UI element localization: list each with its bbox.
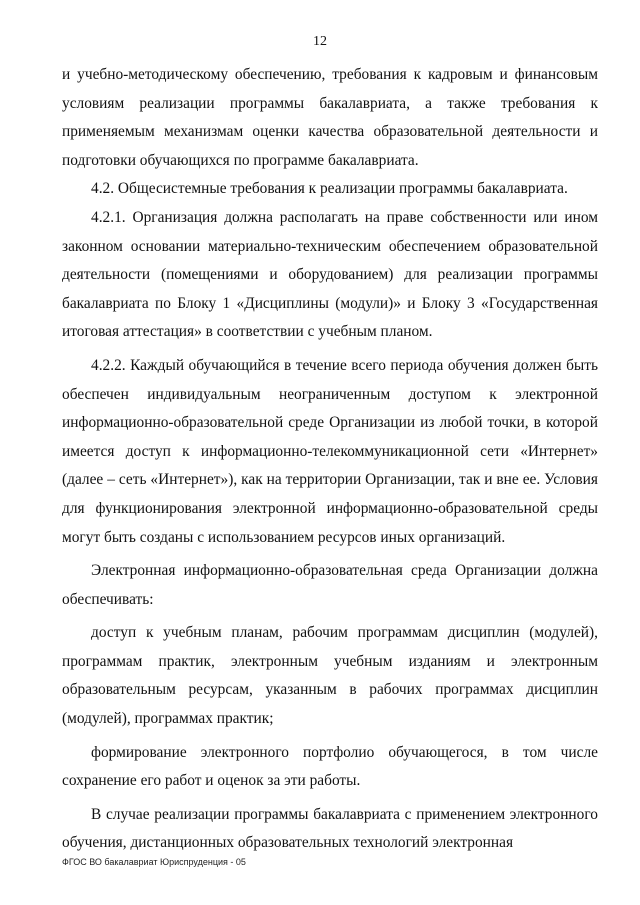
page-body bbox=[62, 61, 598, 858]
paragraph-section-4-2-2: 4.2.2. Каждый обучающийся в течение всего периода обучения должен быть обеспечен индивидуальным неограниченным доступом к электронной информационно-образовательной среде Организации из любой точки, в которой имеется доступ к информационно-телекоммуникационной сети «Интернет» (далее – сеть «Интернет»), как на территории Организации, так и вне ее. Условия для функционирования электронной информационно-образовательной среды могут быть созданы с использованием ресурсов иных организаций. bbox=[62, 356, 598, 546]
paragraph-portfolio: формирование электронного портфолио обучающегося, в том числе сохранение его работ и оценок за эти работы. bbox=[62, 743, 598, 790]
paragraph-section-4-2-1: 4.2.1. Организация должна располагать на праве собственности или ином законном основании материально-техническим обеспечением образовательной деятельности (помещениями и оборудованием) для реализации программы бакалавриата по Блоку 1 «Дисциплины (модули)» и Блоку 3 «Государственная итоговая аттестация» в соответствии с учебным планом. bbox=[62, 208, 598, 341]
paragraph-1: и учебно-методическому обеспечению, требования к кадровым и финансовым условиям реализации программы бакалавриата, а также требования к применяемым механизмам оценки качества образовательной деятельности и подготовки обучающихся по программе бакалавриата. bbox=[62, 66, 598, 169]
paragraph-section-4-2: 4.2. Общесистемные требования к реализации программы бакалавриата. bbox=[91, 180, 568, 198]
paragraph-eios-requirements: Электронная информационно-образовательная среда Организации должна обеспечивать: bbox=[62, 562, 598, 608]
paragraph-e-learning: В случае реализации программы бакалавриата с применением электронного обучения, дистанционных образовательных технологий электронная bbox=[62, 805, 598, 852]
page-footer: ФГОС ВО бакалавриат Юриспруденция - 05 bbox=[62, 857, 246, 867]
page-number: 12 bbox=[313, 34, 327, 49]
paragraph-access-to-plans: доступ к учебным планам, рабочим программам дисциплин (модулей), программам практик, электронным учебным изданиям и электронным образовательным ресурсам, указанным в рабочих программах дисциплин (модулей), программах практик; bbox=[62, 624, 598, 728]
